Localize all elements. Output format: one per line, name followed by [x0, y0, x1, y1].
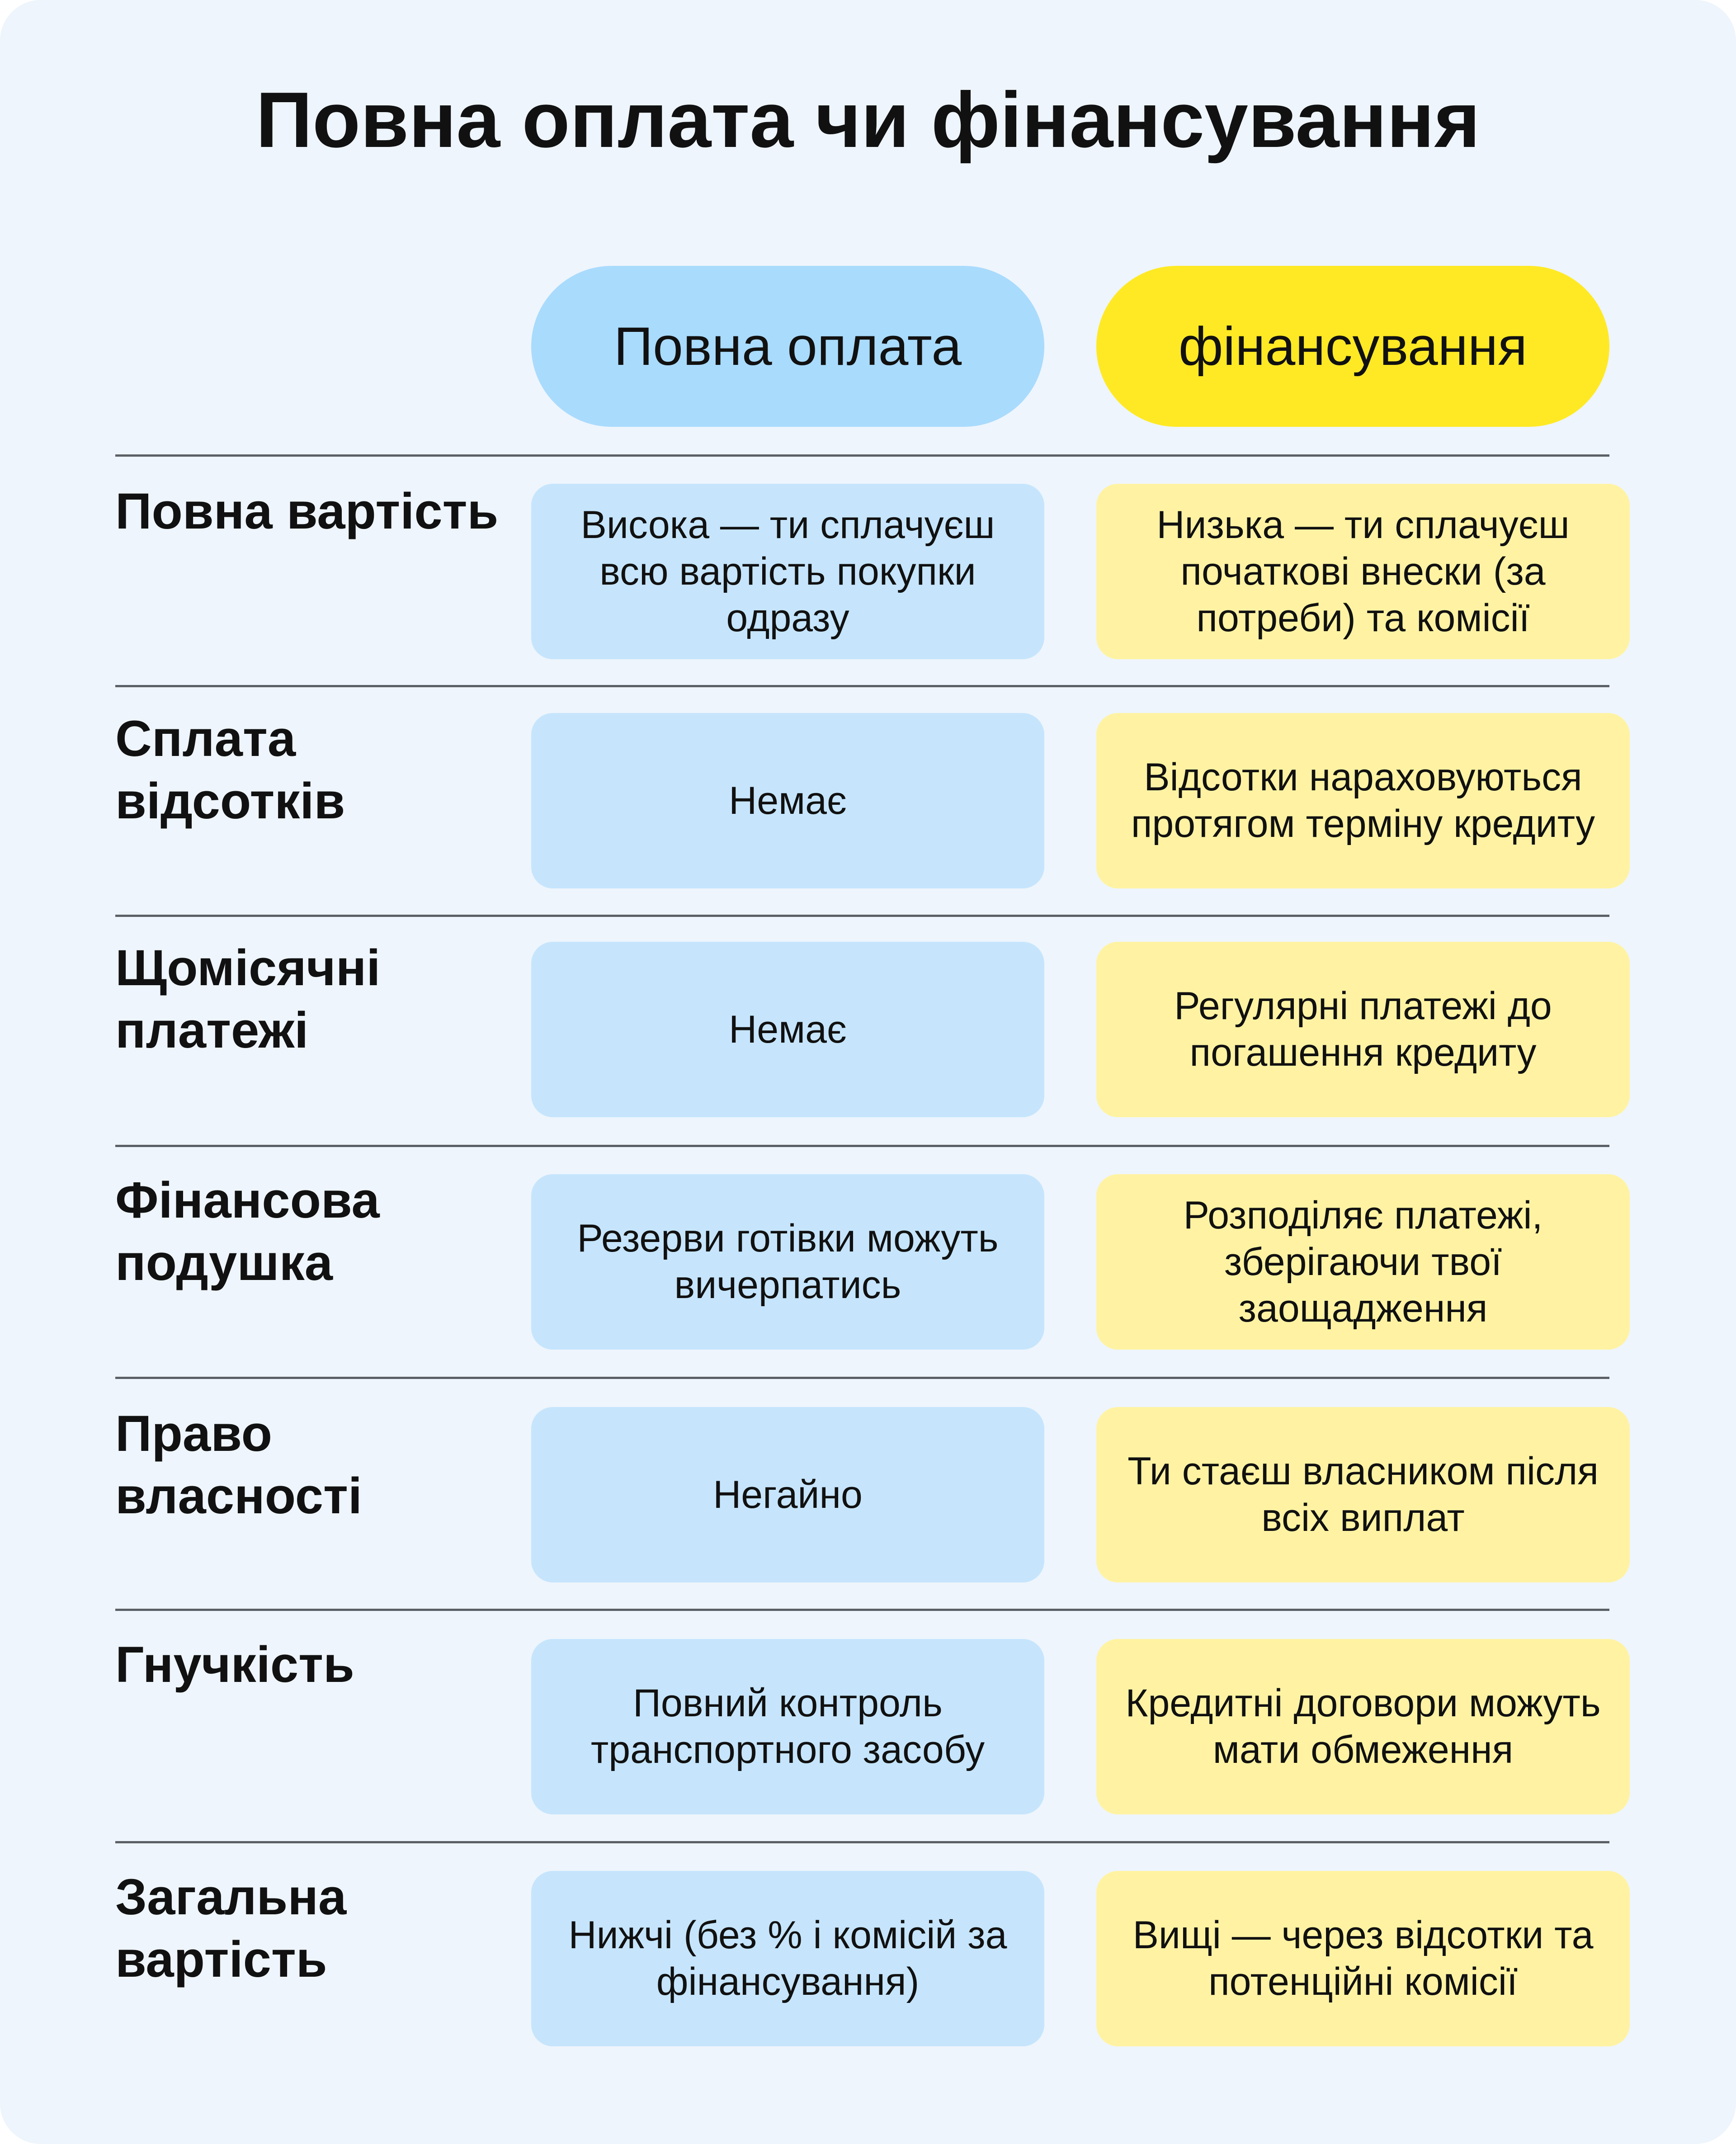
cell-full-payment: Нижчі (без % і комісій за фінансування): [531, 1871, 1044, 2046]
cell-full-payment: Немає: [531, 713, 1044, 888]
row-label-flexibility: Гнучкість: [115, 1636, 354, 1693]
row-label-interest: Сплата відсотків: [115, 710, 345, 829]
row-label-ownership: Право власності: [115, 1405, 362, 1524]
column-header-financing: фінансування: [1096, 266, 1609, 427]
row-label-full-cost: Повна вартість: [115, 483, 499, 539]
row-divider: [115, 454, 1609, 457]
cell-financing: Регулярні платежі до погашення кредиту: [1096, 942, 1630, 1117]
cell-full-payment: Резерви готівки можуть вичерпатись: [531, 1174, 1044, 1350]
column-header-full-payment: Повна оплата: [531, 266, 1044, 427]
cell-financing: Відсотки нараховуються протягом терміну кредиту: [1096, 713, 1630, 888]
row-divider: [115, 685, 1609, 687]
cell-financing: Ти стаєш власником після всіх виплат: [1096, 1407, 1630, 1582]
row-divider: [115, 1377, 1609, 1379]
cell-full-payment: Повний контроль транспортного засобу: [531, 1639, 1044, 1814]
row-label-monthly-payments: Щомісячні платежі: [115, 940, 381, 1058]
row-divider: [115, 1609, 1609, 1611]
cell-financing: Низька — ти сплачуєш початкові внески (за потреби) та комісії: [1096, 484, 1630, 659]
page-title: Повна оплата чи фінансування: [255, 76, 1481, 164]
row-divider: [115, 1841, 1609, 1843]
cell-financing: Кредитні договори можуть мати обмеження: [1096, 1639, 1630, 1814]
cell-financing: Розподіляє платежі, зберігаючи твої заощадження: [1096, 1174, 1630, 1350]
row-divider: [115, 915, 1609, 917]
row-divider: [115, 1145, 1609, 1147]
cell-full-payment: Немає: [531, 942, 1044, 1117]
cell-financing: Вищі — через відсотки та потенційні комісії: [1096, 1871, 1630, 2046]
cell-full-payment: Висока — ти сплачуєш всю вартість покупки одразу: [531, 484, 1044, 659]
row-label-total-cost: Загальна вартість: [115, 1869, 347, 1988]
cell-full-payment: Негайно: [531, 1407, 1044, 1582]
row-label-financial-cushion: Фінансова подушка: [115, 1172, 380, 1291]
